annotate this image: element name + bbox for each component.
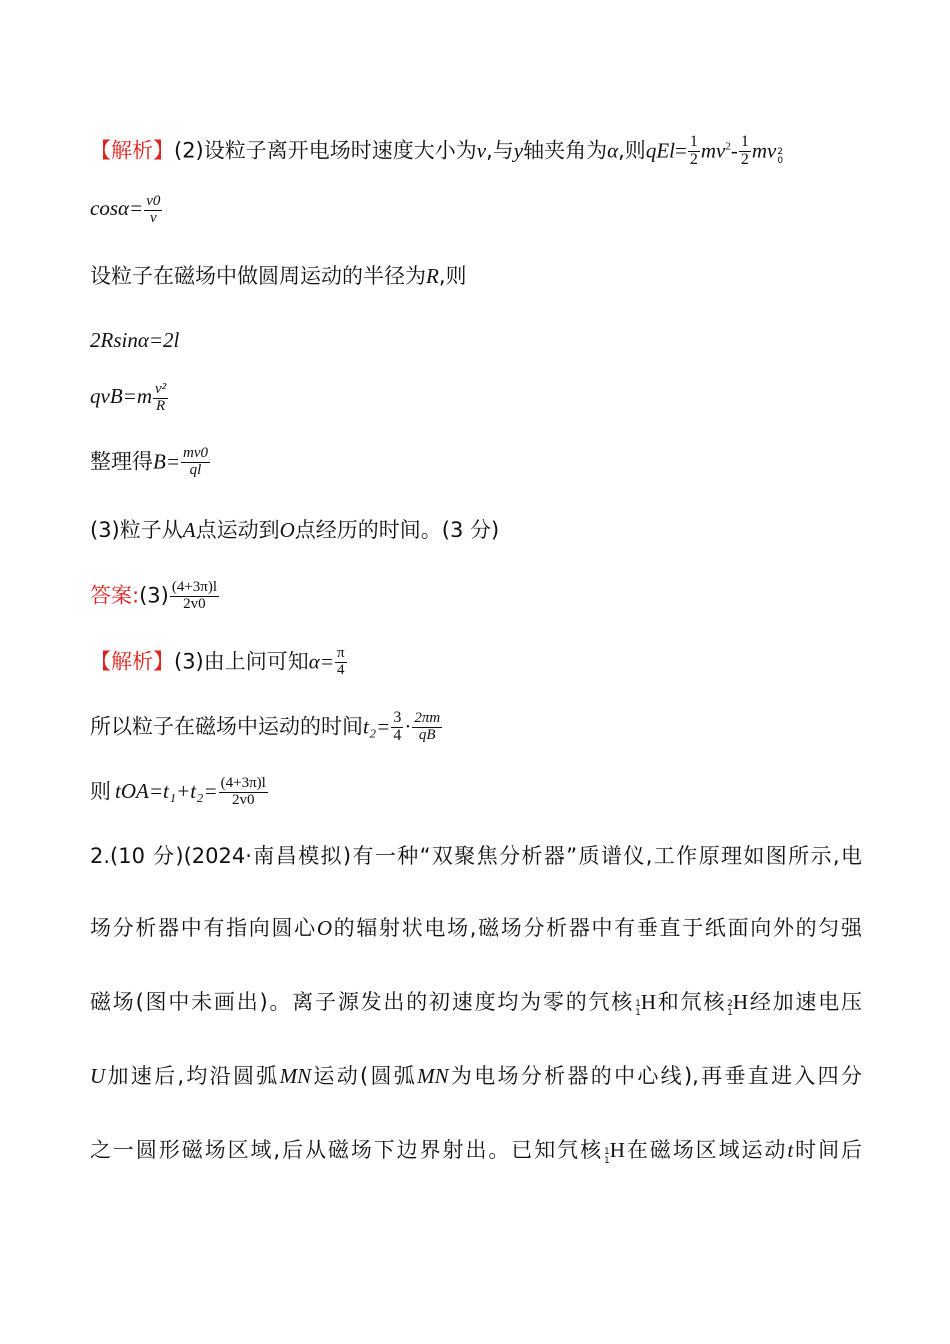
q3-mid: 点运动到 [195,518,280,542]
isotope-symbol: H [732,990,749,1014]
toa-line [90,776,862,809]
result-fraction [181,446,210,479]
analysis-line-part3 [90,646,862,679]
frac-den: v [149,209,157,226]
frac-num: v0 [146,193,161,209]
point-A: A [182,518,196,542]
q2-line-4 [90,1066,862,1087]
isotope-symbol: H [640,990,656,1014]
text-comma: ,与 [486,138,514,163]
cos-fraction [144,194,162,227]
q2-2-post: 的辐射状电场,磁场分析器中有垂直于纸面向外的匀强 [331,916,862,940]
frac-num: π [336,645,345,661]
qvb-fraction [153,382,168,415]
frac-den: 4 [393,726,402,744]
t2-text: 所以粒子在磁场中运动的时间 [90,714,363,739]
term-mv0: mv [751,138,777,163]
q2-text-2 [90,918,862,939]
atomic-number: 1 [727,1008,733,1018]
frac-den: 4 [336,661,345,678]
mass-number: 2 [727,999,733,1009]
q2-line-5 [90,1140,862,1166]
var-y: y [513,138,524,163]
frac-num: 1 [689,133,698,150]
radius-line [90,266,862,287]
q2-text-3 [90,992,862,1018]
text-axis: 轴夹角为 [523,138,608,163]
q2-4-c: 为电场分析器的中心线),再垂直进入四分 [448,1064,862,1088]
alpha-fraction [335,646,347,679]
frac-num: 3 [393,709,402,726]
sub: 0 [777,156,784,167]
point-O: O [279,518,295,542]
q2-line-2 [90,918,862,939]
frac-num: (4+3π)l [171,579,218,595]
answer-tag: 答案: [90,583,140,608]
arc-MN: MN [279,1064,312,1088]
frac-den: qB [418,726,436,743]
radius-then: ,则 [438,264,467,288]
t2-fraction-1 [391,710,403,745]
frac-den: 2v0 [231,791,255,808]
q3-post: 点经历的时间。(3 分) [294,518,500,542]
q2-text-4 [90,1066,862,1087]
arc-MN-2: MN [417,1064,449,1088]
supsub-2-0 [777,148,783,166]
sin-equation: 2Rsinα=2l [90,328,180,352]
sup: 2 [777,147,784,158]
t2-lhs: t₂= [363,714,391,739]
energy-eq-lhs: qEl [645,138,675,163]
t2-dot: · [404,714,412,739]
frac-den: 2 [689,150,698,168]
result-lhs: B= [153,449,180,474]
toa-lhs: tOA=t₁+t₂= [115,779,218,804]
analysis-text: (2)设粒子离开电场时速度大小为 [174,138,477,163]
toa-text: 则 [90,779,111,804]
text-then: ,则 [618,138,646,163]
q2-4-b: 运动(圆弧 [311,1064,418,1088]
answer-line [90,580,862,613]
q2-2-pre: 场分析器中有指向圆心 [90,916,317,940]
analysis-tag: 【解析】 [90,138,174,163]
term-mv: mv [700,138,726,163]
exp-2: 2 [725,140,731,153]
result-text: 整理得 [90,449,153,474]
atomic-number: 1 [604,1156,610,1166]
frac-den: R [155,397,166,414]
cos-lhs: cosα= [90,196,144,221]
equals: = [674,138,687,163]
frac-num: 2πm [414,710,441,727]
result-b-line [90,446,862,479]
q2-4-a: 加速后,均沿圆弧 [105,1064,280,1088]
isotope-symbol: H [609,1138,625,1162]
t2-line [90,710,862,745]
frac-den: 2v0 [183,595,206,612]
q2-3-pre: 磁场(图中未画出)。离子源发出的初速度均为零的氕核 [90,990,635,1014]
sol-alpha: α= [308,649,334,674]
analysis-line-part2 [90,134,862,169]
frac-num: 1 [740,133,749,150]
q2-line-3 [90,992,862,1018]
sol-pre: (3)由上问可知 [174,649,309,674]
center-O: O [316,916,332,940]
frac-den: 2 [740,150,749,168]
part3-question [90,520,862,541]
answer-fraction [170,580,219,613]
toa-fraction [219,776,268,809]
answer-pre: (3) [139,583,169,608]
qvb-equation [90,382,862,415]
fraction-half-2 [739,134,751,169]
fraction-half [688,134,700,169]
voltage-U: U [90,1064,106,1088]
q2-3-mid: 和氘核 [656,990,727,1014]
q2-5-mid: 在磁场区域运动 [624,1138,788,1162]
var-alpha: α [607,138,619,163]
q2-text-5 [90,1140,862,1166]
qvb-lhs: qvB=m [90,384,152,409]
radius-text: 设粒子在磁场中做圆周运动的半径为 [90,264,426,288]
q3-pre: (3)粒子从 [90,518,183,542]
var-v: v [476,138,487,163]
cos-equation [90,194,862,227]
q2-5-post: 时间后 [793,1138,863,1162]
frac-den: ql [189,461,202,478]
q2-5-pre: 之一圆形磁场区域,后从磁场下边界射出。已知氕核 [90,1138,604,1162]
t2-fraction-2 [412,711,442,744]
q2-text-1: 2.(10 分)(2024·南昌模拟)有一种“双聚焦分析器”质谱仪,工作原理如图所示,电 [90,844,862,868]
mass-number: 1 [604,1147,610,1157]
mass-number: 1 [635,999,641,1009]
frac-num: (4+3π)l [220,775,266,791]
frac-num: mv0 [183,445,208,461]
time-t: t [787,1138,794,1162]
var-R: R [426,264,439,288]
minus: - [730,138,738,163]
q2-line-1 [90,846,862,867]
analysis-tag: 【解析】 [90,649,174,674]
frac-num: v² [155,381,167,397]
q2-3-post: 经加速电压 [748,990,863,1014]
atomic-number: 1 [635,1008,641,1018]
